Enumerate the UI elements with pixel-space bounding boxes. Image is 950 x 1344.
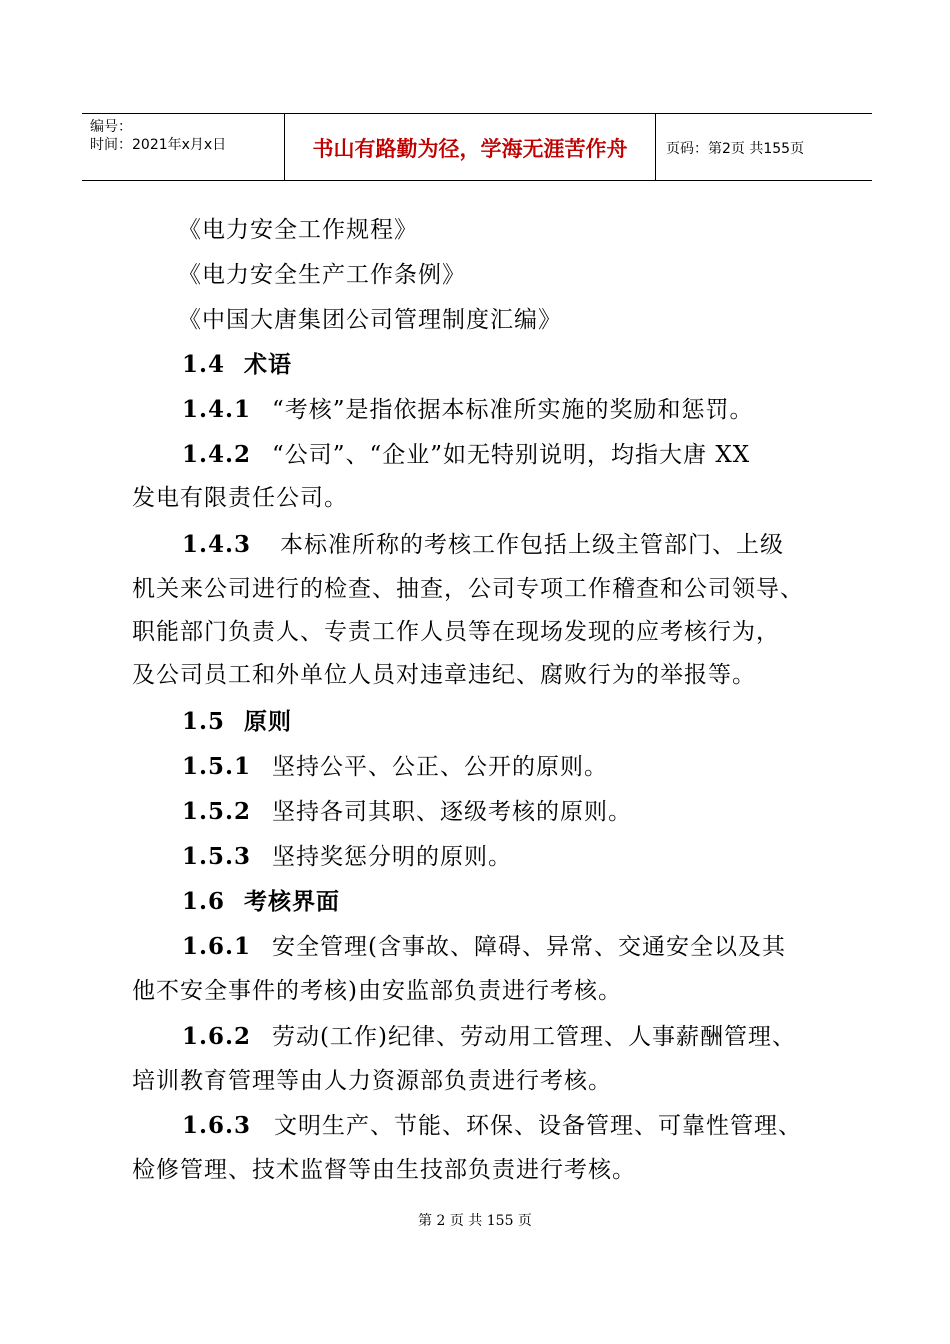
clause-continuation: 他不安全事件的考核)由安监部负责进行考核。 (132, 978, 622, 1004)
section-title: 考核界面 (244, 888, 340, 915)
document-number-label: 编号： (90, 119, 132, 135)
clause-number: 1.6.1 (182, 933, 252, 960)
clause-continuation: 机关来公司进行的检查、抽查，公司专项工作稽查和公司领导、 (132, 576, 804, 602)
clause-text: 本标准所称的考核工作包括上级主管部门、上级 (280, 532, 784, 558)
clause-line (182, 440, 750, 470)
clause-text: 劳动(工作)纪律、劳动用工管理、人事薪酬管理、 (272, 1024, 796, 1050)
clause-continuation: 培训教育管理等由人力资源部负责进行考核。 (132, 1068, 612, 1094)
section-heading (182, 887, 340, 917)
clause-text: “公司”、“企业”如无特别说明，均指大唐 XX (272, 442, 751, 468)
page-footer: 第 2 页 共 155 页 (418, 1213, 532, 1229)
clause-line (182, 797, 632, 827)
header-page-info: 页码：第2页 共155页 (666, 141, 805, 157)
section-title: 原则 (244, 708, 292, 735)
section-number: 1.4 (182, 351, 226, 378)
clause-text: 安全管理(含事故、障碍、异常、交通安全以及其 (272, 934, 786, 960)
clause-text: 坚持公平、公正、公开的原则。 (272, 754, 608, 780)
reference-line: 《电力安全工作规程》 (178, 217, 418, 243)
clause-number: 1.4.2 (182, 441, 252, 468)
section-heading (182, 350, 292, 380)
clause-line (182, 1022, 796, 1052)
clause-number: 1.6.3 (182, 1112, 252, 1139)
clause-text: “考核”是指依据本标准所实施的奖励和惩罚。 (272, 397, 754, 423)
section-number: 1.5 (182, 708, 226, 735)
clause-continuation: 检修管理、技术监督等由生技部负责进行考核。 (132, 1157, 636, 1183)
clause-line (182, 842, 512, 872)
clause-line (182, 932, 786, 962)
clause-text: 坚持各司其职、逐级考核的原则。 (272, 799, 632, 825)
clause-continuation: 发电有限责任公司。 (132, 485, 348, 511)
clause-number: 1.4.3 (182, 531, 252, 558)
reference-line: 《中国大唐集团公司管理制度汇编》 (178, 307, 562, 333)
header-page-cell (656, 114, 872, 180)
clause-line (182, 395, 754, 425)
clause-line (182, 752, 608, 782)
clause-line (182, 530, 784, 560)
reference-line: 《电力安全生产工作条例》 (178, 262, 466, 288)
header-motto-cell (285, 114, 656, 180)
clause-text: 坚持奖惩分明的原则。 (272, 844, 512, 870)
section-title: 术语 (244, 351, 292, 378)
document-time-label: 时间：2021年x月x日 (90, 137, 227, 153)
clause-number: 1.5.3 (182, 843, 252, 870)
clause-line (182, 1111, 802, 1141)
clause-text: 文明生产、节能、环保、设备管理、可靠性管理、 (274, 1113, 802, 1139)
clause-continuation: 及公司员工和外单位人员对违章违纪、腐败行为的举报等。 (132, 662, 756, 688)
clause-number: 1.6.2 (182, 1023, 252, 1050)
header-motto: 书山有路勤为径，学海无涯苦作舟 (312, 137, 628, 161)
clause-number: 1.5.1 (182, 753, 252, 780)
clause-number: 1.4.1 (182, 396, 252, 423)
header-meta-cell (82, 114, 285, 180)
section-heading (182, 707, 292, 737)
document-header (82, 113, 872, 181)
clause-continuation: 职能部门负责人、专责工作人员等在现场发现的应考核行为， (132, 619, 780, 645)
section-number: 1.6 (182, 888, 226, 915)
clause-number: 1.5.2 (182, 798, 252, 825)
